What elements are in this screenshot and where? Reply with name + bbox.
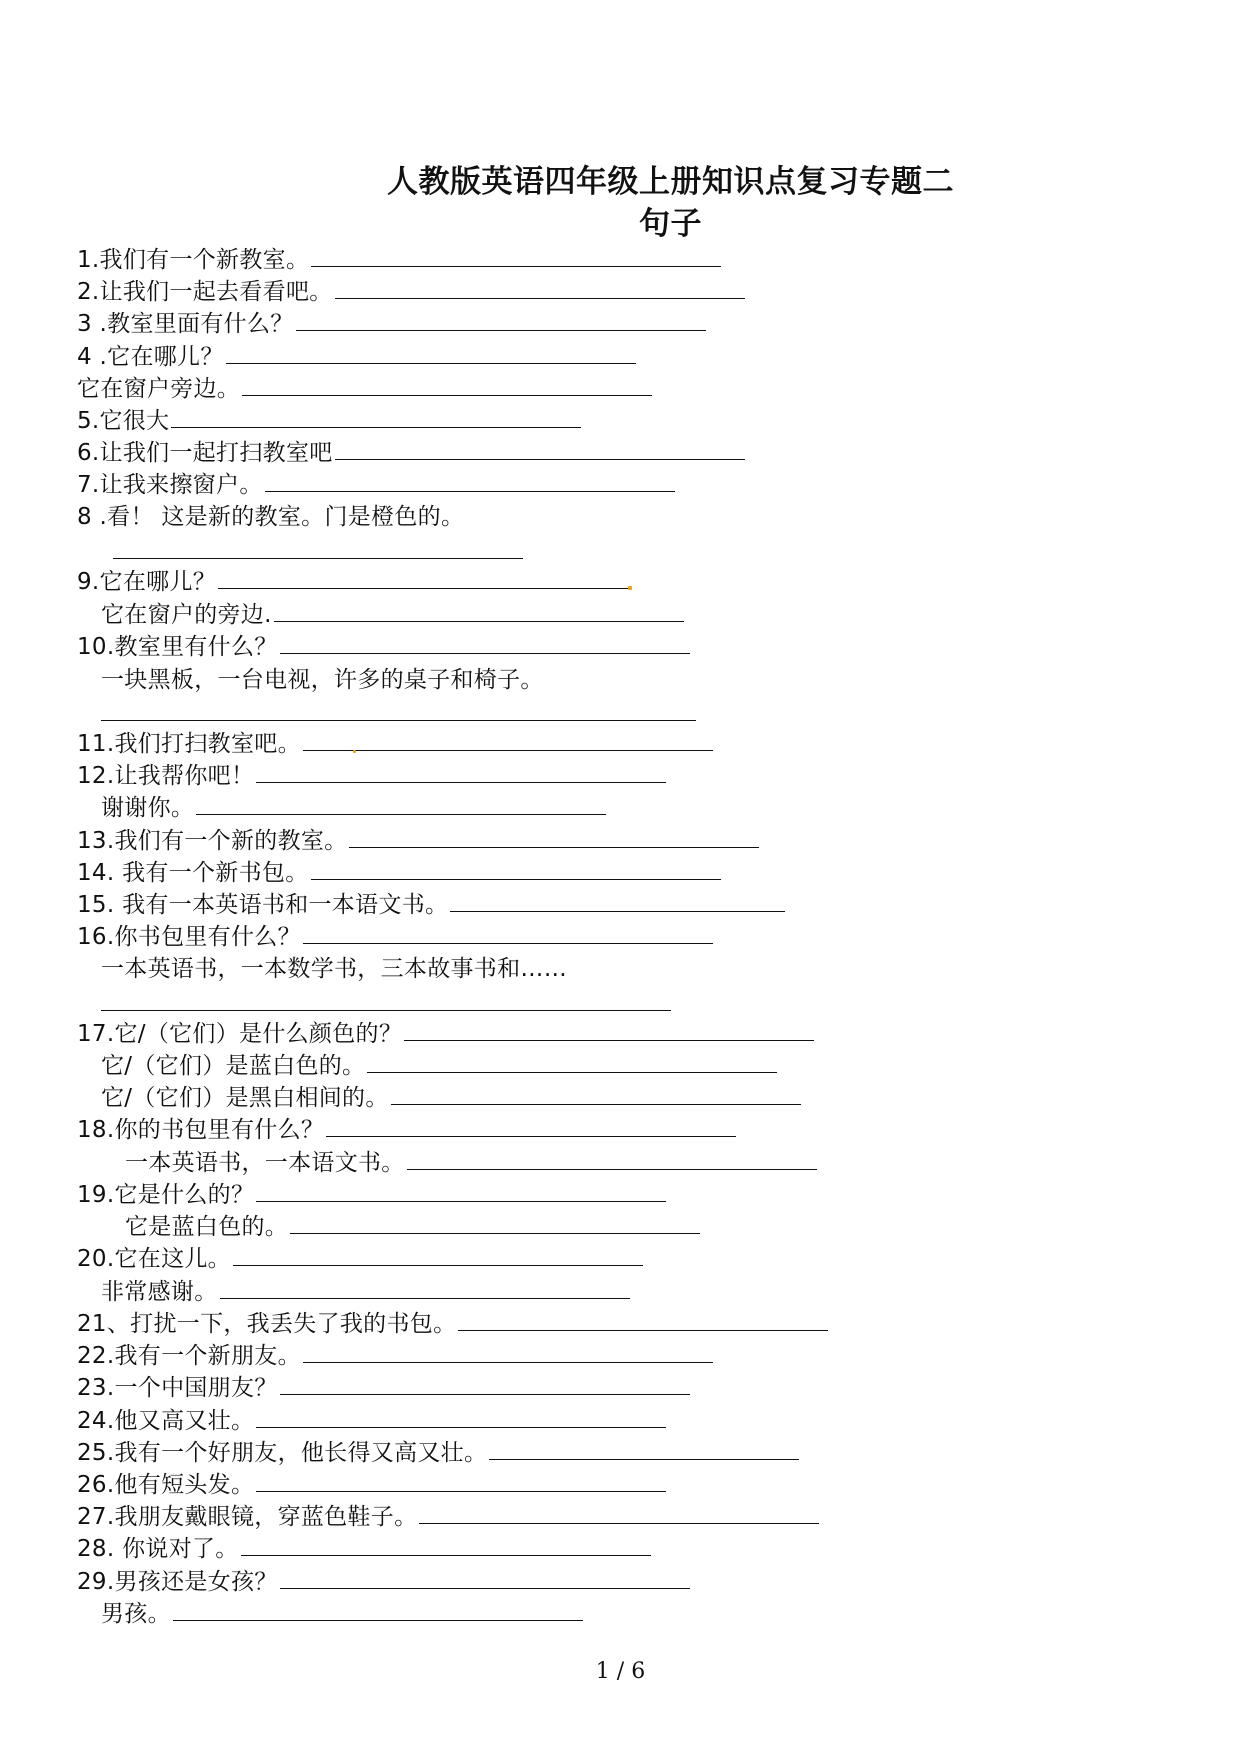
answer-blank[interactable] (303, 730, 713, 751)
question-line (77, 631, 690, 663)
question-line (77, 1566, 690, 1598)
question-text: 23.一个中国朋友？ (77, 1375, 278, 1401)
question-line (77, 244, 721, 276)
answer-blank[interactable] (173, 1600, 583, 1621)
answer-blank[interactable] (303, 1342, 713, 1363)
question-text: 12.让我帮你吧！ (77, 763, 255, 789)
answer-line (101, 1276, 630, 1308)
question-line (77, 469, 675, 501)
question-text: 21、打扰一下，我丢失了我的书包。 (77, 1311, 457, 1337)
answer-line (101, 664, 544, 696)
question-text: 8 .看！ 这是新的教室。门是橙色的。 (77, 504, 465, 530)
answer-blank[interactable] (335, 278, 745, 299)
answer-blank[interactable] (407, 1149, 817, 1170)
answer-blank[interactable] (265, 471, 675, 492)
answer-blank[interactable] (171, 407, 581, 428)
answer-blank[interactable] (367, 1052, 777, 1073)
question-text: 24.他又高又壮。 (77, 1408, 255, 1434)
page-subtitle: 句子 (639, 206, 702, 242)
stray-mark (628, 586, 632, 590)
answer-line (101, 792, 606, 824)
answer-line (101, 953, 567, 985)
answer-blank[interactable] (290, 1213, 700, 1234)
question-line (77, 341, 636, 373)
question-text: 27.我朋友戴眼镜，穿蓝色鞋子。 (77, 1504, 418, 1530)
answer-line (101, 1598, 583, 1630)
question-text: 4 .它在哪儿？ (77, 344, 224, 370)
answer-blank[interactable] (241, 1535, 651, 1556)
question-text: 7.让我来擦窗户。 (77, 472, 263, 498)
question-text: 谢谢你。 (101, 795, 195, 821)
answer-blank[interactable] (326, 1116, 736, 1137)
answer-line (101, 599, 684, 631)
question-line (77, 405, 581, 437)
question-line (77, 921, 713, 953)
question-text: 1.我们有一个新教室。 (77, 247, 310, 273)
question-text: 16.你书包里有什么？ (77, 924, 301, 950)
question-line (77, 760, 666, 792)
question-line (77, 825, 759, 857)
question-text: 9.它在哪儿？ (77, 569, 217, 595)
question-text: 一本英语书，一本数学书，三本故事书和…… (101, 956, 567, 982)
question-text: 28. 你说对了。 (77, 1536, 239, 1562)
question-text: 3 .教室里面有什么？ (77, 311, 294, 337)
answer-line (125, 1147, 817, 1179)
question-line (77, 1018, 814, 1050)
question-text: 20.它在这儿。 (77, 1246, 231, 1272)
question-text: 26.他有短头发。 (77, 1472, 255, 1498)
question-text: 14. 我有一个新书包。 (77, 860, 309, 886)
answer-blank[interactable] (335, 439, 745, 460)
answer-line (101, 1050, 777, 1082)
question-line (77, 1437, 799, 1469)
answer-blank[interactable] (419, 1503, 819, 1524)
answer-blank[interactable] (218, 568, 628, 589)
question-text: 25.我有一个好朋友，他长得又高又壮。 (77, 1440, 488, 1466)
answer-blank[interactable] (113, 558, 523, 561)
answer-line (101, 1082, 801, 1114)
question-line (77, 1179, 666, 1211)
question-text: 13.我们有一个新的教室。 (77, 828, 348, 854)
question-line (77, 1243, 643, 1275)
question-line (77, 728, 713, 760)
question-text: 它是蓝白色的。 (125, 1214, 289, 1240)
question-line (77, 1308, 828, 1340)
stray-mark (353, 750, 356, 753)
answer-blank[interactable] (242, 375, 652, 396)
answer-blank[interactable] (311, 246, 721, 267)
question-line (77, 1114, 736, 1146)
page-number: 1 / 6 (595, 1659, 646, 1684)
question-line (77, 437, 745, 469)
answer-line (125, 1211, 700, 1243)
question-text: 11.我们打扫教室吧。 (77, 731, 301, 757)
question-line (77, 857, 721, 889)
question-text: 5.它很大 (77, 408, 170, 434)
question-line (77, 1533, 651, 1565)
question-text: 29.男孩还是女孩？ (77, 1569, 278, 1595)
question-text: 它/（它们）是蓝白色的。 (101, 1053, 366, 1079)
answer-blank[interactable] (296, 310, 706, 331)
question-text: 17.它/（它们）是什么颜色的？ (77, 1021, 403, 1047)
question-line (77, 889, 785, 921)
answer-blank[interactable] (404, 1020, 814, 1041)
question-line (77, 1372, 690, 1404)
question-text: 15. 我有一本英语书和一本语文书。 (77, 892, 449, 918)
question-line (77, 308, 706, 340)
answer-blank[interactable] (391, 1084, 801, 1105)
answer-blank[interactable] (450, 891, 785, 912)
question-line (77, 1469, 666, 1501)
question-text: 19.它是什么的？ (77, 1182, 255, 1208)
question-text: 2.让我们一起去看看吧。 (77, 279, 333, 305)
answer-blank[interactable] (256, 1181, 666, 1202)
question-text: 10.教室里有什么？ (77, 634, 278, 660)
question-line (77, 1501, 819, 1533)
answer-blank[interactable] (458, 1310, 828, 1331)
question-text: 男孩。 (101, 1601, 171, 1627)
answer-blank[interactable] (489, 1439, 799, 1460)
question-text: 一块黑板，一台电视，许多的桌子和椅子。 (101, 667, 544, 693)
answer-blank[interactable] (280, 633, 690, 654)
answer-blank[interactable] (274, 601, 684, 622)
answer-blank[interactable] (280, 1568, 690, 1589)
answer-blank[interactable] (101, 1010, 671, 1013)
question-line (77, 1340, 713, 1372)
answer-blank[interactable] (256, 1407, 666, 1428)
answer-blank[interactable] (303, 923, 713, 944)
question-line (77, 1405, 666, 1437)
answer-blank[interactable] (101, 720, 696, 723)
question-text: 它/（它们）是黑白相间的。 (101, 1085, 389, 1111)
question-line (77, 501, 464, 533)
answer-blank[interactable] (256, 762, 666, 783)
answer-blank[interactable] (311, 859, 721, 880)
answer-blank[interactable] (349, 827, 759, 848)
answer-line (77, 373, 652, 405)
question-text: 它在窗户的旁边. (101, 602, 272, 628)
question-text: 18.你的书包里有什么？ (77, 1117, 325, 1143)
question-text: 非常感谢。 (101, 1279, 218, 1305)
question-text: 6.让我们一起打扫教室吧 (77, 440, 333, 466)
question-line (77, 276, 745, 308)
answer-blank[interactable] (196, 794, 606, 815)
answer-blank[interactable] (280, 1374, 690, 1395)
question-text: 22.我有一个新朋友。 (77, 1343, 301, 1369)
question-text: 一本英语书，一本语文书。 (125, 1150, 405, 1176)
answer-blank[interactable] (256, 1471, 666, 1492)
question-line (77, 566, 628, 598)
answer-blank[interactable] (233, 1245, 643, 1266)
answer-blank[interactable] (226, 343, 636, 364)
answer-blank[interactable] (220, 1278, 630, 1299)
question-text: 它在窗户旁边。 (77, 376, 241, 402)
page-title: 人教版英语四年级上册知识点复习专题二 (387, 164, 954, 200)
